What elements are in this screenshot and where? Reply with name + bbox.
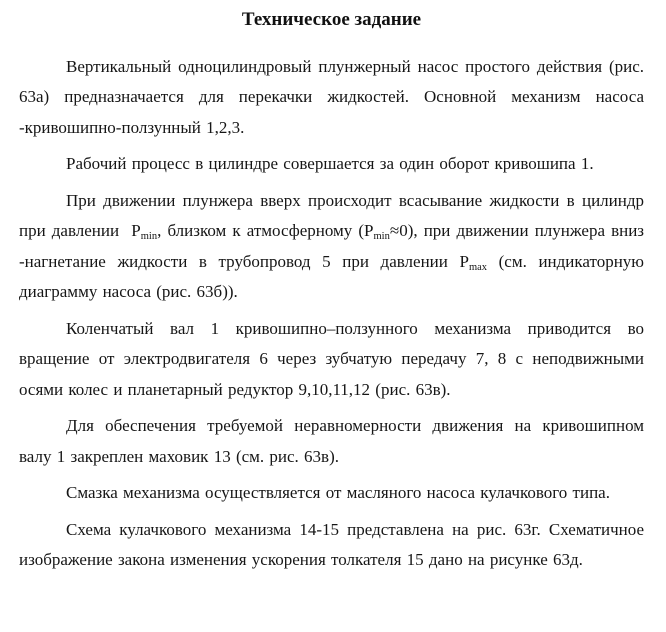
paragraph-plunger-motion bbox=[19, 186, 644, 308]
p-min-approx-symbol: $P_{min}\approx$ bbox=[364, 221, 400, 243]
plunger-text-d: (см. индикаторную диаграмму насоса (рис. 63б)). bbox=[19, 251, 644, 302]
plunger-text-b: , близком к атмосферному ( bbox=[157, 221, 365, 241]
paragraph-lubrication: Смазка механизма осуществляется от масляного насоса кулачкового типа. bbox=[66, 483, 610, 503]
document-title: Техническое задание bbox=[241, 9, 422, 30]
paragraph-working-process: Рабочий процесс в цилиндре совершается за один оборот кривошипа 1. bbox=[66, 154, 594, 174]
paragraph-pump-description: Вертикальный одноцилиндровый плунжерный насос простого действия (рис. 63а) предназначается для перекачки жидкостей. Основной механизм насоса -кривошипно-ползунный 1,2,3. bbox=[19, 57, 644, 137]
plunger-text-a: При движении плунжера вверх происходит всасывание жидкости в цилиндр при давлении bbox=[19, 191, 644, 241]
paragraph-cam-mechanism: Схема кулачкового механизма 14-15 представлена на рис. 63г. Схематичное изображение закона изменения ускорения толкателя 15 дано на рисунке 63д. bbox=[19, 519, 644, 570]
paragraph-flywheel: Для обеспечения требуемой неравномерности движения на кривошипном валу 1 закреплен маховик 13 (см. рис. 63в). bbox=[19, 416, 644, 466]
p-max-symbol: $P_{max}$ bbox=[459, 251, 488, 273]
p-min-symbol: $P_{min}$ bbox=[131, 221, 158, 243]
document-body bbox=[19, 52, 644, 576]
paragraph-crankshaft-drive: Коленчатый вал 1 кривошипно–ползунного механизма приводится во вращение от электродвигателя 6 через зубчатую передачу 7, 8 с неподвижными осями колес и планетарный редуктор 9,10,11,12 (рис. 63в). bbox=[19, 318, 644, 399]
plunger-text-c: 0), при движении плунжера вниз -нагнетание жидкости в трубопровод 5 при давлении bbox=[19, 221, 645, 271]
